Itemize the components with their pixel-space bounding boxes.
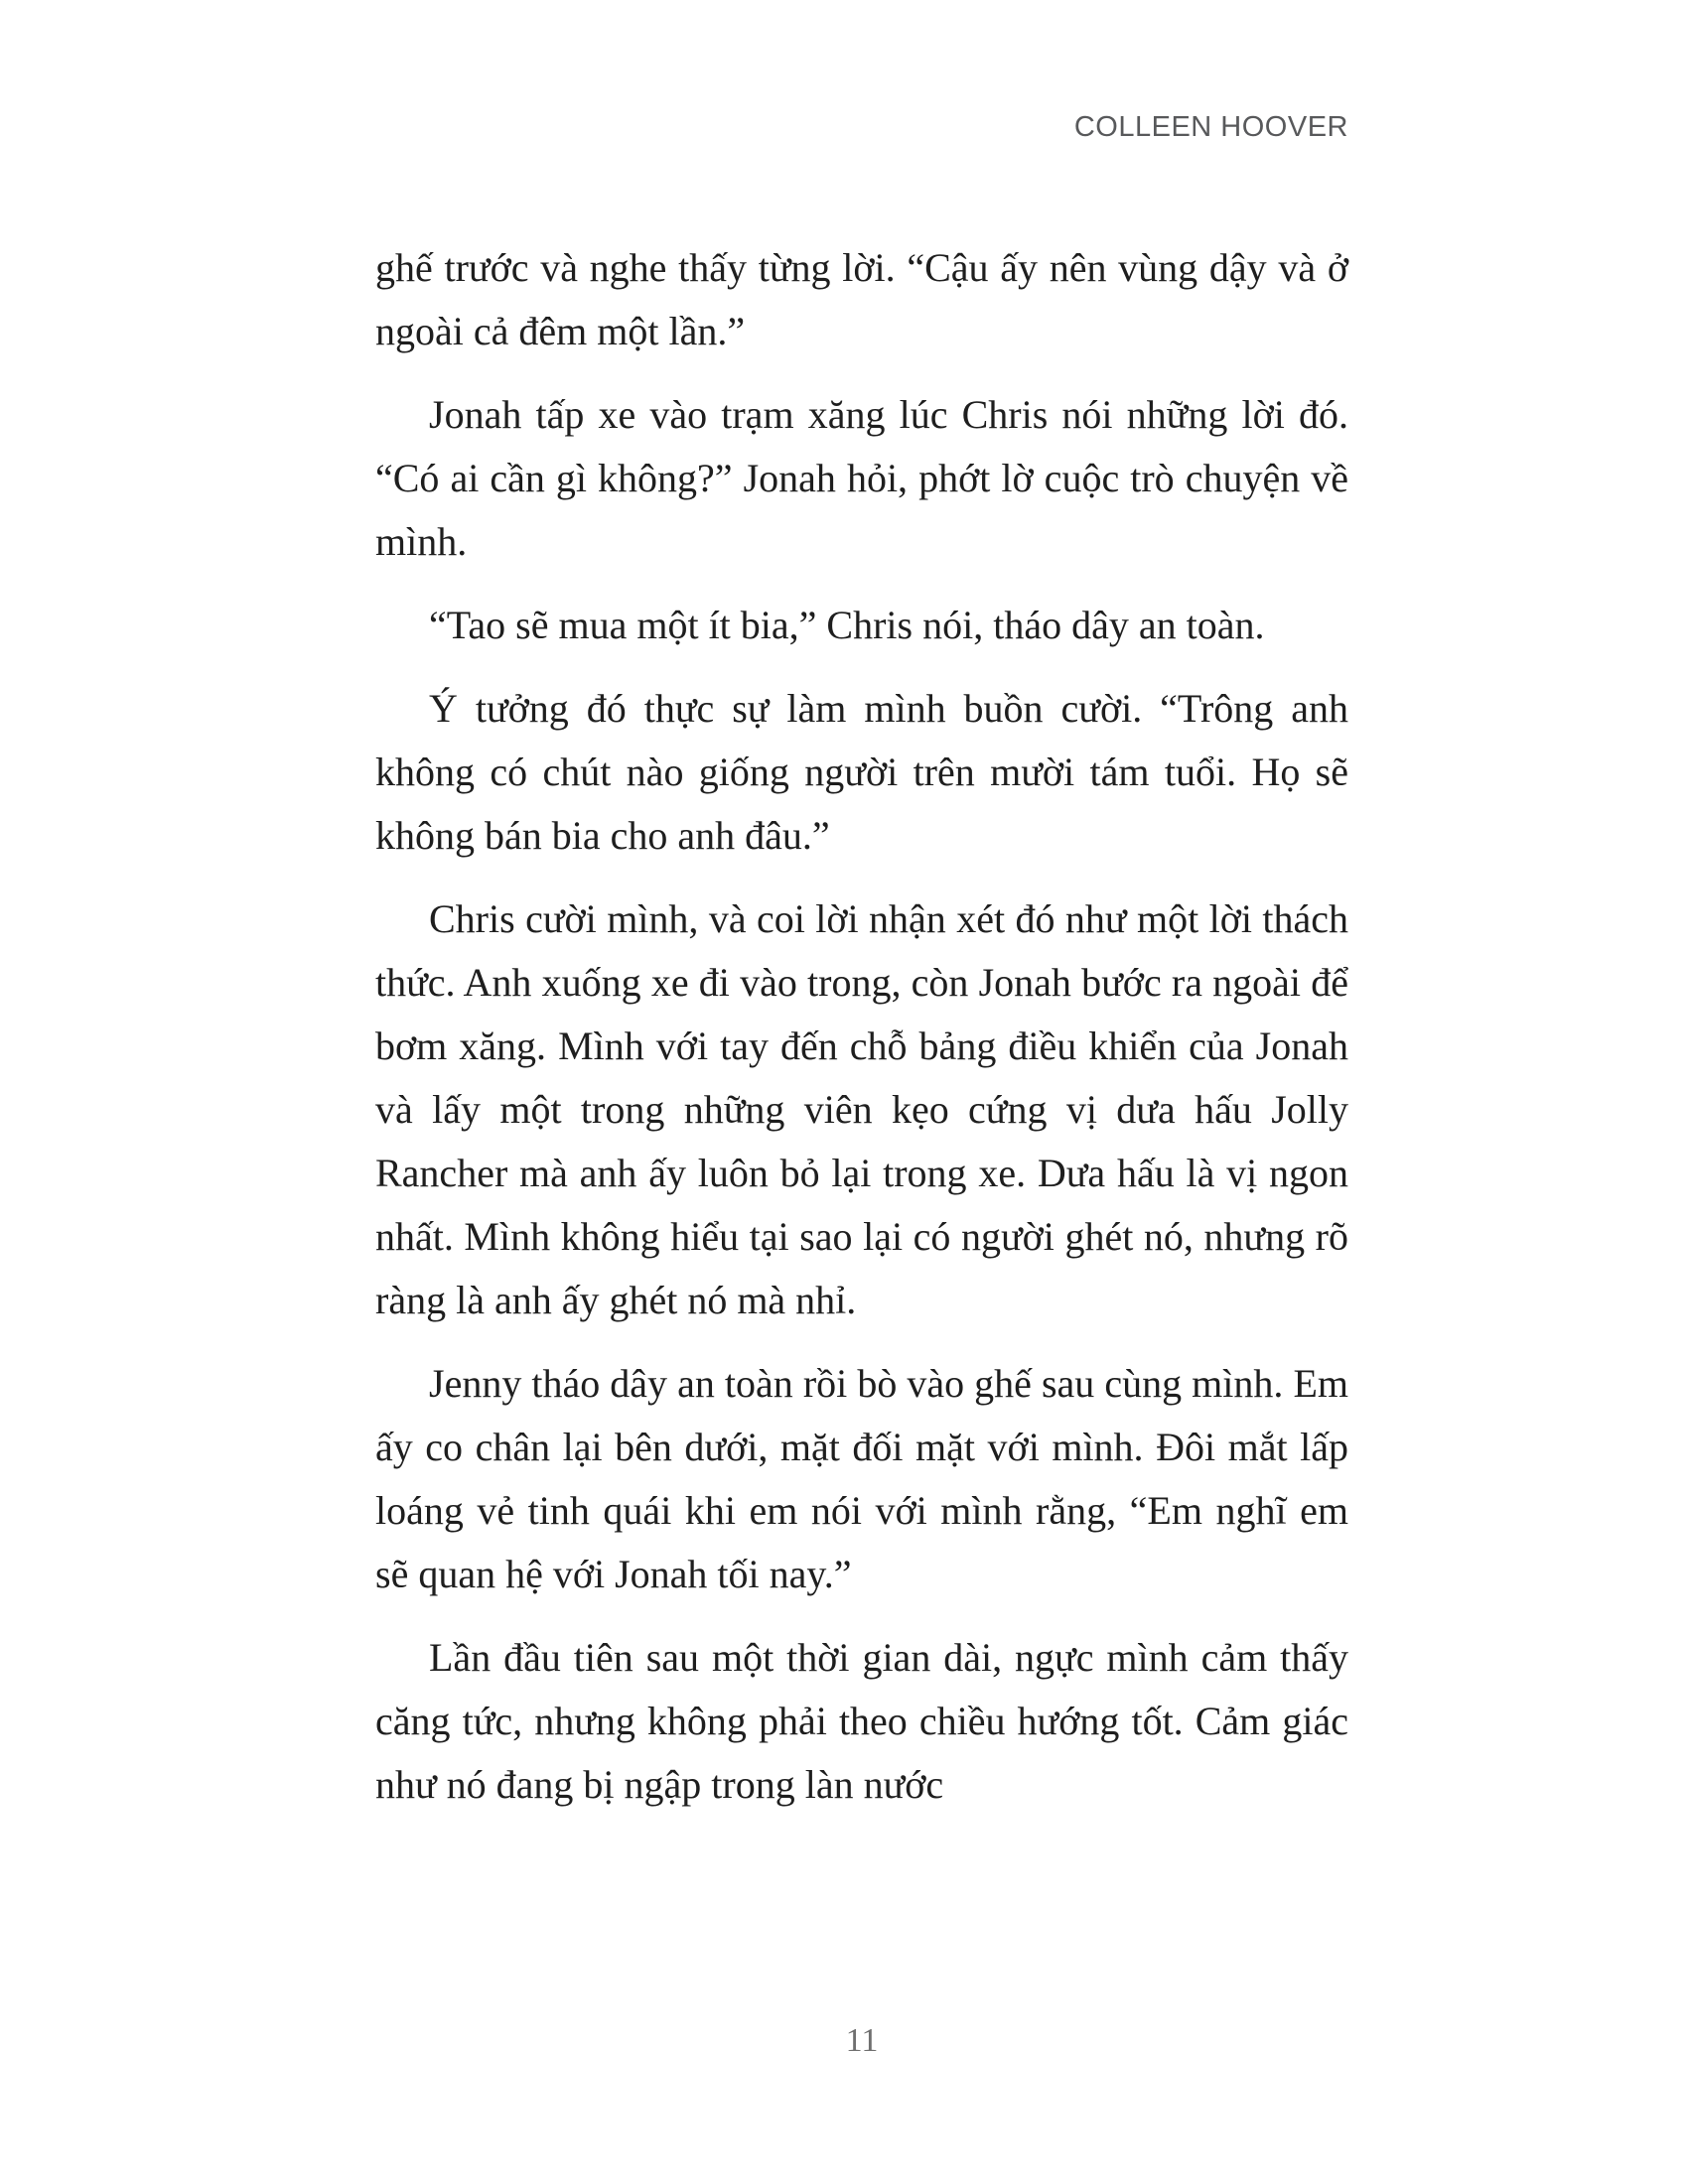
page-footer (375, 2021, 1348, 2061)
running-header (375, 111, 1348, 144)
author-name: COLLEEN HOOVER (1073, 111, 1348, 143)
paragraph: Chris cười mình, và coi lời nhận xét đó như một lời thách thức. Anh xuống xe đi vào trong, còn Jonah bước ra ngoài để bơm xăng. Mình với tay đến chỗ bảng điều khiển của Jonah và lấy một trong những viên kẹo cứng vị dưa hấu Jolly Rancher mà anh ấy luôn bỏ lại trong xe. Dưa hấu là vị ngon nhất. Mình không hiểu tại sao lại có người ghét nó, nhưng rõ ràng là anh ấy ghét nó mà nhỉ. (375, 896, 1348, 1322)
paragraph: “Tao sẽ mua một ít bia,” Chris nói, tháo dây an toàn. (429, 603, 1265, 647)
page-number: 11 (845, 2022, 879, 2059)
paragraph: Lần đầu tiên sau một thời gian dài, ngực mình cảm thấy căng tức, nhưng không phải theo chiều hướng tốt. Cảm giác như nó đang bị ngập trong làn nước (375, 1635, 1348, 1807)
paragraph: Jonah tấp xe vào trạm xăng lúc Chris nói những lời đó. “Có ai cần gì không?” Jonah hỏi, phớt lờ cuộc trò chuyện về mình. (375, 392, 1348, 564)
paragraph: ghế trước và nghe thấy từng lời. “Cậu ấy nên vùng dậy và ở ngoài cả đêm một lần.” (375, 245, 1348, 353)
paragraph: Jenny tháo dây an toàn rồi bò vào ghế sau cùng mình. Em ấy co chân lại bên dưới, mặt đối mặt với mình. Đôi mắt lấp loáng vẻ tinh quái khi em nói với mình rằng, “Em nghĩ em sẽ quan hệ với Jonah tối nay.” (375, 1361, 1348, 1596)
body-text (375, 236, 1348, 1817)
paragraph: Ý tưởng đó thực sự làm mình buồn cười. “Trông anh không có chút nào giống người trên mười tám tuổi. Họ sẽ không bán bia cho anh đâu.” (375, 686, 1348, 858)
